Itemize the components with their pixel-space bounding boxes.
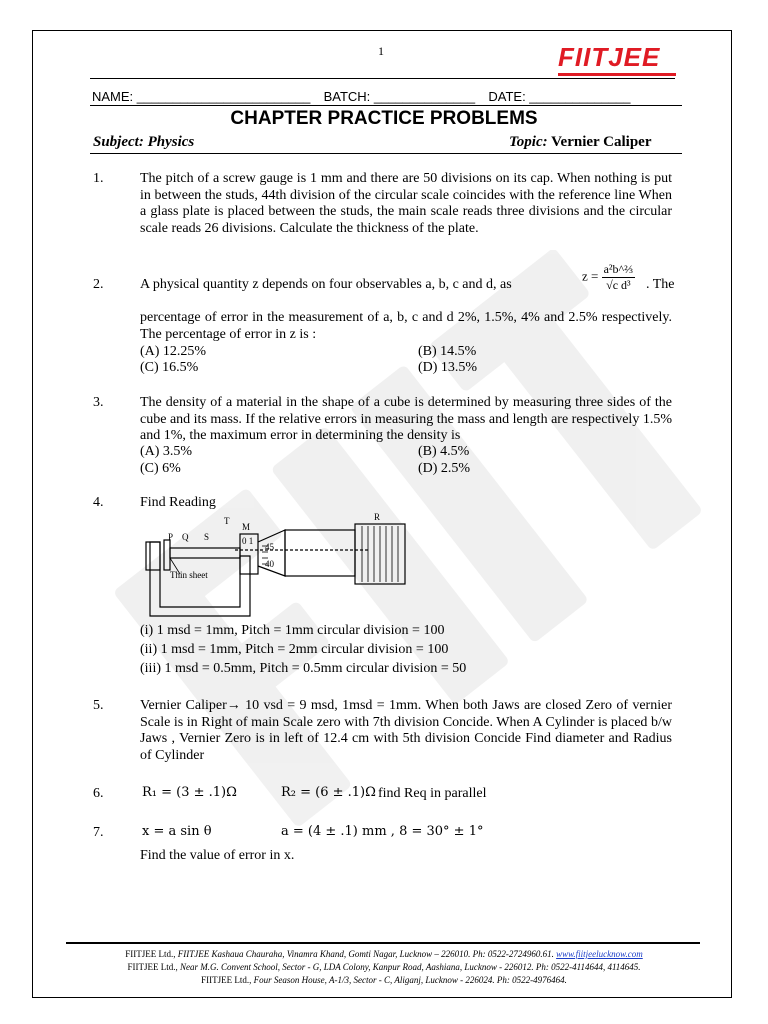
label-r: R	[374, 512, 381, 522]
question-3-option-c: (C) 6%	[140, 461, 181, 476]
question-7-eq2: a = (4 ± .1) mm , 8 = 30° ± 1°	[281, 824, 484, 839]
question-4-text: Find Reading	[140, 495, 216, 510]
label-m: M	[242, 522, 251, 532]
question-4-number: 4.	[93, 495, 104, 510]
question-4-item-1: (i) 1 msd = 1mm, Pitch = 1mm circular division = 100	[140, 623, 445, 638]
subject-label: Subject: Physics	[93, 134, 195, 150]
footer-address-1: FIITJEE Kashaua Chauraha, Vinamra Khand, Gomti Nagar, Lucknow – 226010. Ph: 0522-2724960.61.	[177, 949, 554, 959]
formula-denominator: √c d³	[606, 278, 631, 292]
date-field: DATE: ______________	[488, 89, 631, 104]
question-2-formula-tail: . The	[646, 277, 675, 292]
question-2-option-b: (B) 14.5%	[418, 344, 477, 359]
question-2-option-a: (A) 12.25%	[140, 344, 207, 359]
formula-fraction	[602, 262, 636, 293]
question-5-text: Vernier Caliper→ 10 vsd = 9 msd, 1msd = 1mm. When both Jaws are closed Zero of vernier Scale is in Right of main Scale zero with 7th division Concide. When A Cylinder is placed b/w Jaws , Vernier Zero is in left of 12.4 cm with 5th division Concide Find diameter and Radius of Cylinder	[140, 698, 672, 763]
topic-label	[509, 134, 652, 151]
footer-line-1	[0, 949, 768, 959]
question-2-formula	[582, 262, 635, 293]
page-title: CHAPTER PRACTICE PROBLEMS	[230, 108, 538, 129]
logo-underline	[558, 73, 676, 76]
header-rule-top	[90, 78, 675, 79]
question-7-eq1: x = a sin θ	[142, 824, 212, 839]
label-scale-top: 0 1	[242, 536, 254, 546]
question-6-r2: R₂ = (6 ± .1)Ω	[281, 785, 376, 800]
label-scale-40: 40	[265, 559, 274, 569]
footer-address-2: Near M.G. Convent School, Sector - G, LDA Colony, Kanpur Road, Aashiana, Lucknow - 226012. Ph: 0522-4114644, 4114645.	[179, 962, 641, 972]
question-3-option-b: (B) 4.5%	[418, 444, 470, 459]
question-7-number: 7.	[93, 825, 104, 840]
question-6-r1: R₁ = (3 ± .1)Ω	[142, 785, 237, 800]
question-7-text: Find the value of error in x.	[140, 848, 295, 863]
footer-company-2: FIITJEE Ltd.,	[127, 962, 178, 972]
header-rule-mid	[90, 105, 682, 106]
question-1-text: The pitch of a screw gauge is 1 mm and there are 50 divisions on its cap. When nothing is put in between the studs, 44th division of the circular scale coincides with the reference line When a glass plate is placed between the studs, the main scale reads three divisions and the circular scale reads 26 divisions. Calculate the thickness of the plate.	[140, 171, 672, 236]
question-2-text: percentage of error in the measurement of a, b, c and d 2%, 1.5%, 4% and 2.5% respectively. The percentage of error in z is :	[140, 310, 672, 342]
question-3-option-a: (A) 3.5%	[140, 444, 193, 459]
label-scale-45: 45	[265, 542, 274, 552]
footer-website-link[interactable]: www.fiitjeelucknow.com	[556, 949, 643, 959]
label-thin-sheet: Thin sheet	[170, 570, 208, 580]
footer-address-3: Four Season House, A-1/3, Sector - C, Aliganj, Lucknow - 226024. Ph: 0522-4976464.	[253, 975, 567, 985]
header-rule-bottom	[90, 153, 682, 154]
question-1-number: 1.	[93, 171, 104, 186]
footer-line-2	[0, 962, 768, 972]
question-6-text: find Req in parallel	[378, 786, 487, 801]
footer-company-3: FIITJEE Ltd.,	[201, 975, 252, 985]
question-3-text: The density of a material in the shape of a cube is determined by measuring three sides of the cube and its mass. If the relative errors in measuring the mass and length are respectively 1.5% and 1%, the maximum error in determining the density is	[140, 395, 672, 443]
question-6-number: 6.	[93, 786, 104, 801]
label-q: Q	[182, 532, 189, 542]
question-3-option-d: (D) 2.5%	[418, 461, 471, 476]
screw-gauge-diagram	[140, 512, 415, 622]
question-5-number: 5.	[93, 698, 104, 713]
topic-value: Vernier Caliper	[551, 134, 652, 150]
formula-lhs: z =	[582, 268, 599, 284]
question-2-intro: A physical quantity z depends on four observables a, b, c and d, as	[140, 277, 512, 292]
name-field: NAME: ________________________	[92, 89, 311, 104]
formula-numerator: a²b^⅔	[603, 262, 634, 276]
footer-company-1: FIITJEE Ltd.,	[125, 949, 176, 959]
fiitjee-logo	[558, 43, 676, 77]
label-t: T	[224, 516, 230, 526]
label-s: S	[204, 532, 210, 542]
question-2-option-d: (D) 13.5%	[418, 360, 478, 375]
logo-text: FIITJEE	[558, 42, 661, 72]
question-2-option-c: (C) 16.5%	[140, 360, 199, 375]
page-number: 1	[378, 44, 384, 58]
label-p: P	[168, 532, 174, 542]
footer-rule	[66, 942, 700, 944]
question-3-number: 3.	[93, 395, 104, 410]
student-info-row	[92, 89, 631, 104]
question-4-item-2: (ii) 1 msd = 1mm, Pitch = 2mm circular division = 100	[140, 642, 449, 657]
question-4-item-3: (iii) 1 msd = 0.5mm, Pitch = 0.5mm circular division = 50	[140, 661, 467, 676]
footer-line-3	[0, 975, 768, 985]
topic-heading: Topic:	[509, 134, 548, 150]
batch-field: BATCH: ______________	[323, 89, 476, 104]
question-2-number: 2.	[93, 277, 104, 292]
